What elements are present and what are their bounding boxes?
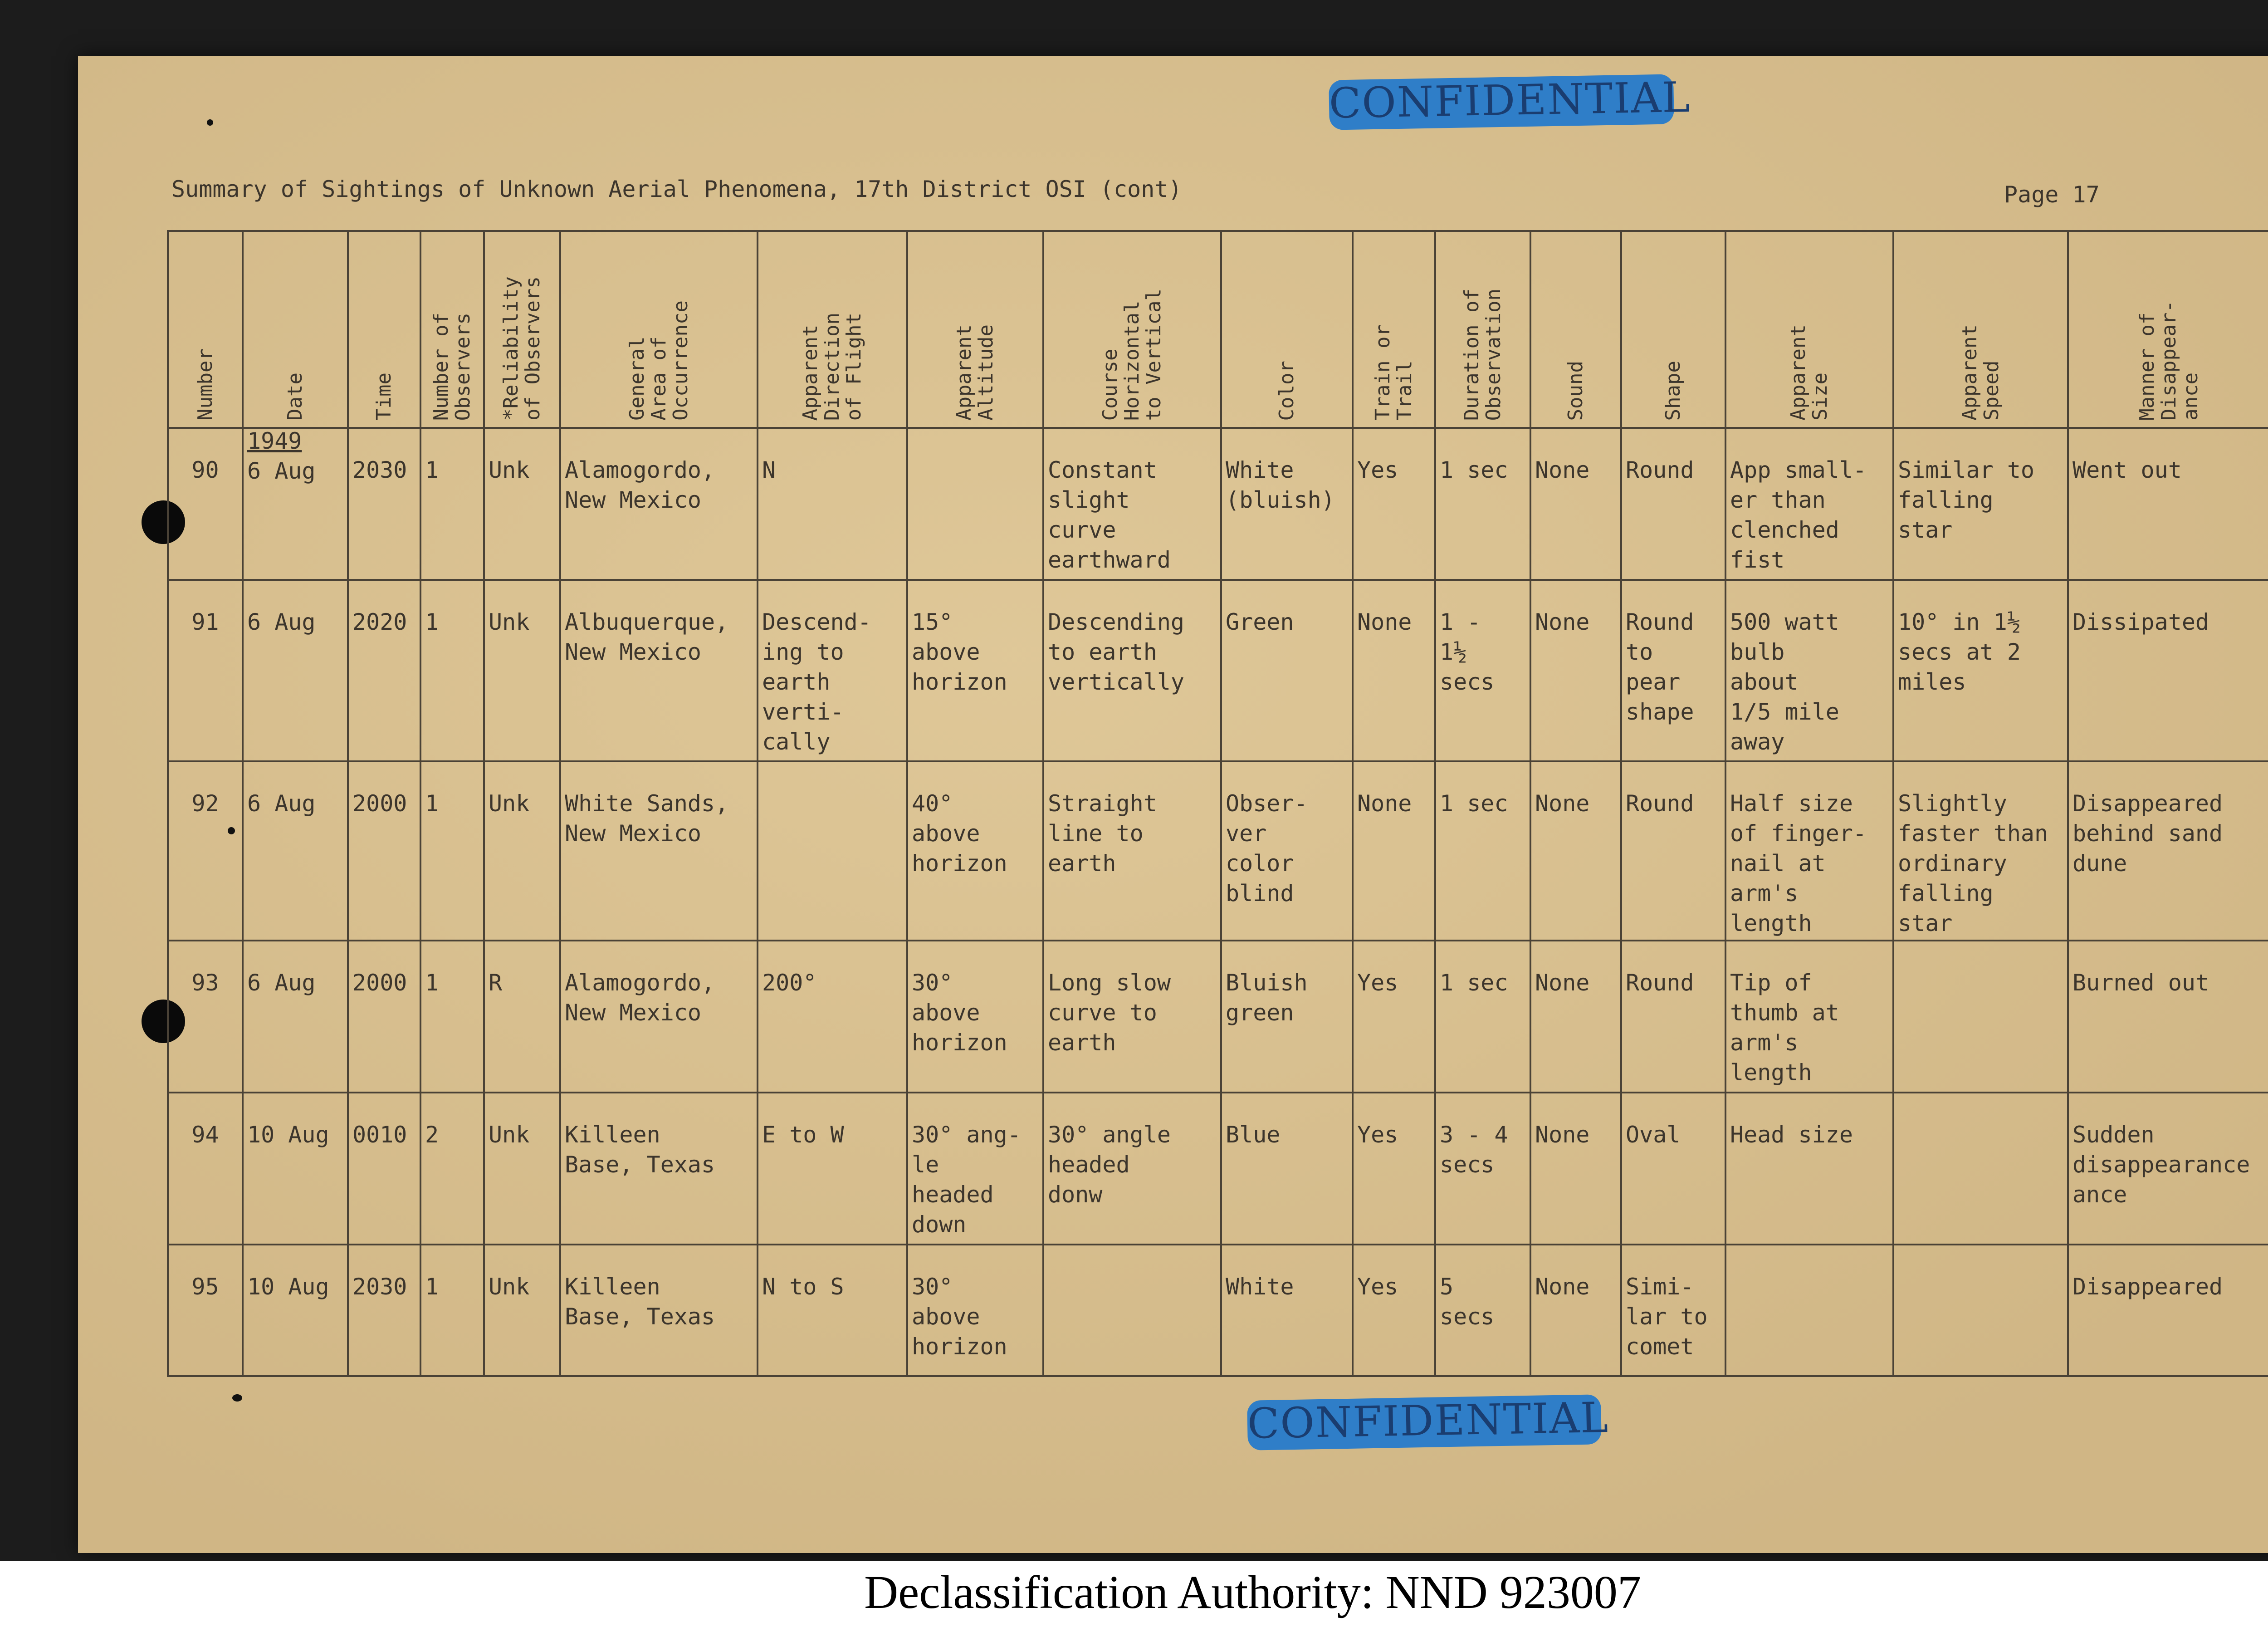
cell-area: Killeen Base, Texas bbox=[560, 1093, 758, 1245]
cell-number: 90 bbox=[168, 428, 243, 580]
cell-shape: Oval bbox=[1621, 1093, 1725, 1245]
col-header bbox=[1221, 231, 1353, 428]
column-label: Number of Observers bbox=[430, 312, 474, 421]
confidential-stamp-bottom bbox=[1247, 1393, 1609, 1451]
cell-observers: 1 bbox=[420, 761, 484, 941]
cell-date bbox=[243, 428, 348, 580]
cell-disappearance: Went out bbox=[2068, 428, 2268, 580]
cell-number: 91 bbox=[168, 580, 243, 761]
cell-sound: None bbox=[1530, 761, 1621, 941]
cell-duration: 3 - 4 secs bbox=[1435, 1093, 1530, 1245]
column-label: Shape bbox=[1662, 360, 1685, 421]
cell-area: Albuquerque, New Mexico bbox=[560, 580, 758, 761]
cell-speed: Similar to falling star bbox=[1893, 428, 2068, 580]
column-label: Apparent Speed bbox=[1958, 324, 2003, 421]
col-header bbox=[560, 231, 758, 428]
column-label: Train or Trail bbox=[1371, 324, 1416, 421]
cell-observers: 1 bbox=[420, 941, 484, 1093]
cell-color: White (bluish) bbox=[1221, 428, 1353, 580]
cell-time: 2020 bbox=[348, 580, 420, 761]
cell-duration: 1 sec bbox=[1435, 941, 1530, 1093]
cell-time: 0010 bbox=[348, 1093, 420, 1245]
col-header bbox=[348, 231, 420, 428]
cell-sound: None bbox=[1530, 580, 1621, 761]
col-header bbox=[1043, 231, 1221, 428]
ink-speck bbox=[232, 1394, 242, 1402]
stamp-text: CONFIDENTIAL bbox=[1329, 73, 1691, 128]
confidential-stamp-top bbox=[1329, 73, 1691, 130]
column-label: Time bbox=[372, 372, 396, 421]
cell-trail: None bbox=[1353, 761, 1435, 941]
column-label: Number bbox=[193, 348, 217, 421]
cell-reliability: Unk bbox=[484, 1093, 560, 1245]
cell-course: Constant slight curve earthward bbox=[1043, 428, 1221, 580]
cell-duration: 1 sec bbox=[1435, 761, 1530, 941]
cell-time: 2000 bbox=[348, 761, 420, 941]
col-header bbox=[1530, 231, 1621, 428]
column-label: Color bbox=[1275, 360, 1298, 421]
cell-color: White bbox=[1221, 1245, 1353, 1376]
cell-sound: None bbox=[1530, 428, 1621, 580]
cell-disappearance: Burned out bbox=[2068, 941, 2268, 1093]
cell-altitude: 30° above horizon bbox=[907, 1245, 1043, 1376]
cell-reliability: Unk bbox=[484, 428, 560, 580]
cell-altitude: 30° above horizon bbox=[907, 941, 1043, 1093]
cell-trail: Yes bbox=[1353, 941, 1435, 1093]
col-header bbox=[1893, 231, 2068, 428]
column-label: Duration of Observation bbox=[1460, 288, 1505, 421]
column-label: General Area of Occurrence bbox=[625, 300, 692, 421]
col-header bbox=[1353, 231, 1435, 428]
cell-disappearance: Disappeared behind sand dune bbox=[2068, 761, 2268, 941]
date-text: 6 Aug bbox=[247, 790, 316, 817]
cell-size: Half size of finger- nail at arm's length bbox=[1725, 761, 1893, 941]
cell-course: Long slow curve to earth bbox=[1043, 941, 1221, 1093]
declassification-footer: Declassification Authority: NND 923007 bbox=[0, 1561, 2268, 1632]
table-row bbox=[168, 761, 2268, 941]
cell-time: 2030 bbox=[348, 1245, 420, 1376]
col-header bbox=[1621, 231, 1725, 428]
cell-speed: 10° in 1½ secs at 2 miles bbox=[1893, 580, 2068, 761]
cell-course: Straight line to earth bbox=[1043, 761, 1221, 941]
table-row bbox=[168, 580, 2268, 761]
cell-date bbox=[243, 1245, 348, 1376]
table-row bbox=[168, 428, 2268, 580]
cell-date bbox=[243, 761, 348, 941]
date-text: 10 Aug bbox=[247, 1274, 329, 1300]
cell-observers: 1 bbox=[420, 1245, 484, 1376]
cell-area: Alamogordo, New Mexico bbox=[560, 428, 758, 580]
cell-sound: None bbox=[1530, 1093, 1621, 1245]
cell-speed bbox=[1893, 1245, 2068, 1376]
cell-size: App small- er than clenched fist bbox=[1725, 428, 1893, 580]
cell-reliability: Unk bbox=[484, 1245, 560, 1376]
cell-speed bbox=[1893, 1093, 2068, 1245]
year-label: 1949 bbox=[247, 428, 302, 454]
date-text: 6 Aug bbox=[247, 609, 316, 635]
cell-color: Obser- ver color blind bbox=[1221, 761, 1353, 941]
cell-observers: 1 bbox=[420, 580, 484, 761]
cell-altitude: 30° ang- le headed down bbox=[907, 1093, 1043, 1245]
cell-shape: Round bbox=[1621, 941, 1725, 1093]
cell-observers: 1 bbox=[420, 428, 484, 580]
cell-duration: 1 sec bbox=[1435, 428, 1530, 580]
table-row bbox=[168, 1093, 2268, 1245]
column-label: Manner of Disappear- ance bbox=[2135, 300, 2202, 421]
date-text: 6 Aug bbox=[247, 970, 316, 996]
cell-size: Head size bbox=[1725, 1093, 1893, 1245]
column-label: Apparent Size bbox=[1787, 324, 1832, 421]
cell-direction: Descend- ing to earth verti- cally bbox=[758, 580, 907, 761]
cell-trail: Yes bbox=[1353, 1245, 1435, 1376]
cell-disappearance: Sudden disappearance ance bbox=[2068, 1093, 2268, 1245]
column-label: Date bbox=[284, 372, 307, 421]
cell-course: 30° angle headed donw bbox=[1043, 1093, 1221, 1245]
cell-color: Bluish green bbox=[1221, 941, 1353, 1093]
cell-area: Alamogordo, New Mexico bbox=[560, 941, 758, 1093]
cell-speed: Slightly faster than ordinary falling star bbox=[1893, 761, 2068, 941]
cell-sound: None bbox=[1530, 1245, 1621, 1376]
cell-time: 2000 bbox=[348, 941, 420, 1093]
stamp-text: CONFIDENTIAL bbox=[1247, 1393, 1609, 1448]
col-header bbox=[758, 231, 907, 428]
col-header bbox=[168, 231, 243, 428]
cell-area: Killeen Base, Texas bbox=[560, 1245, 758, 1376]
sightings-table bbox=[167, 230, 2268, 1377]
header-row bbox=[168, 231, 2268, 428]
column-label: *Reliability of Observers bbox=[499, 276, 544, 421]
col-header bbox=[420, 231, 484, 428]
cell-altitude: 15° above horizon bbox=[907, 580, 1043, 761]
column-label: Course Horizontal to Vertical bbox=[1099, 288, 1165, 421]
cell-duration: 5 secs bbox=[1435, 1245, 1530, 1376]
cell-direction bbox=[758, 761, 907, 941]
cell-date bbox=[243, 1093, 348, 1245]
cell-size bbox=[1725, 1245, 1893, 1376]
date-text: 6 Aug bbox=[247, 458, 316, 484]
cell-date bbox=[243, 580, 348, 761]
col-header bbox=[243, 231, 348, 428]
cell-area: White Sands, New Mexico bbox=[560, 761, 758, 941]
cell-direction: N bbox=[758, 428, 907, 580]
cell-direction: N to S bbox=[758, 1245, 907, 1376]
cell-sound: None bbox=[1530, 941, 1621, 1093]
col-header bbox=[1725, 231, 1893, 428]
date-text: 10 Aug bbox=[247, 1122, 329, 1148]
cell-reliability: R bbox=[484, 941, 560, 1093]
page-number: Page 17 bbox=[2004, 181, 2100, 208]
ink-speck bbox=[207, 119, 213, 126]
cell-trail: Yes bbox=[1353, 428, 1435, 580]
cell-number: 94 bbox=[168, 1093, 243, 1245]
cell-duration: 1 - 1½ secs bbox=[1435, 580, 1530, 761]
cell-time: 2030 bbox=[348, 428, 420, 580]
column-label: Sound bbox=[1564, 360, 1587, 421]
document-title: Summary of Sightings of Unknown Aerial Phenomena, 17th District OSI (cont) bbox=[171, 176, 1182, 202]
cell-altitude: 40° above horizon bbox=[907, 761, 1043, 941]
cell-number: 93 bbox=[168, 941, 243, 1093]
cell-shape: Round bbox=[1621, 428, 1725, 580]
cell-shape: Simi- lar to comet bbox=[1621, 1245, 1725, 1376]
cell-color: Blue bbox=[1221, 1093, 1353, 1245]
col-header bbox=[1435, 231, 1530, 428]
cell-size: 500 watt bulb about 1/5 mile away bbox=[1725, 580, 1893, 761]
cell-reliability: Unk bbox=[484, 761, 560, 941]
cell-number: 95 bbox=[168, 1245, 243, 1376]
column-label: Apparent Altitude bbox=[953, 324, 997, 421]
cell-observers: 2 bbox=[420, 1093, 484, 1245]
cell-size: Tip of thumb at arm's length bbox=[1725, 941, 1893, 1093]
cell-disappearance: Disappeared bbox=[2068, 1245, 2268, 1376]
table-row bbox=[168, 1245, 2268, 1376]
cell-date bbox=[243, 941, 348, 1093]
table-row bbox=[168, 941, 2268, 1093]
cell-reliability: Unk bbox=[484, 580, 560, 761]
cell-color: Green bbox=[1221, 580, 1353, 761]
col-header bbox=[484, 231, 560, 428]
cell-direction: E to W bbox=[758, 1093, 907, 1245]
cell-altitude bbox=[907, 428, 1043, 580]
cell-shape: Round bbox=[1621, 761, 1725, 941]
col-header bbox=[2068, 231, 2268, 428]
cell-course bbox=[1043, 1245, 1221, 1376]
cell-direction: 200° bbox=[758, 941, 907, 1093]
cell-course: Descending to earth vertically bbox=[1043, 580, 1221, 761]
column-label: Apparent Direction of Flight bbox=[799, 312, 865, 421]
cell-shape: Round to pear shape bbox=[1621, 580, 1725, 761]
cell-trail: Yes bbox=[1353, 1093, 1435, 1245]
cell-speed bbox=[1893, 941, 2068, 1093]
cell-number: 92 bbox=[168, 761, 243, 941]
col-header bbox=[907, 231, 1043, 428]
cell-trail: None bbox=[1353, 580, 1435, 761]
cell-disappearance: Dissipated bbox=[2068, 580, 2268, 761]
